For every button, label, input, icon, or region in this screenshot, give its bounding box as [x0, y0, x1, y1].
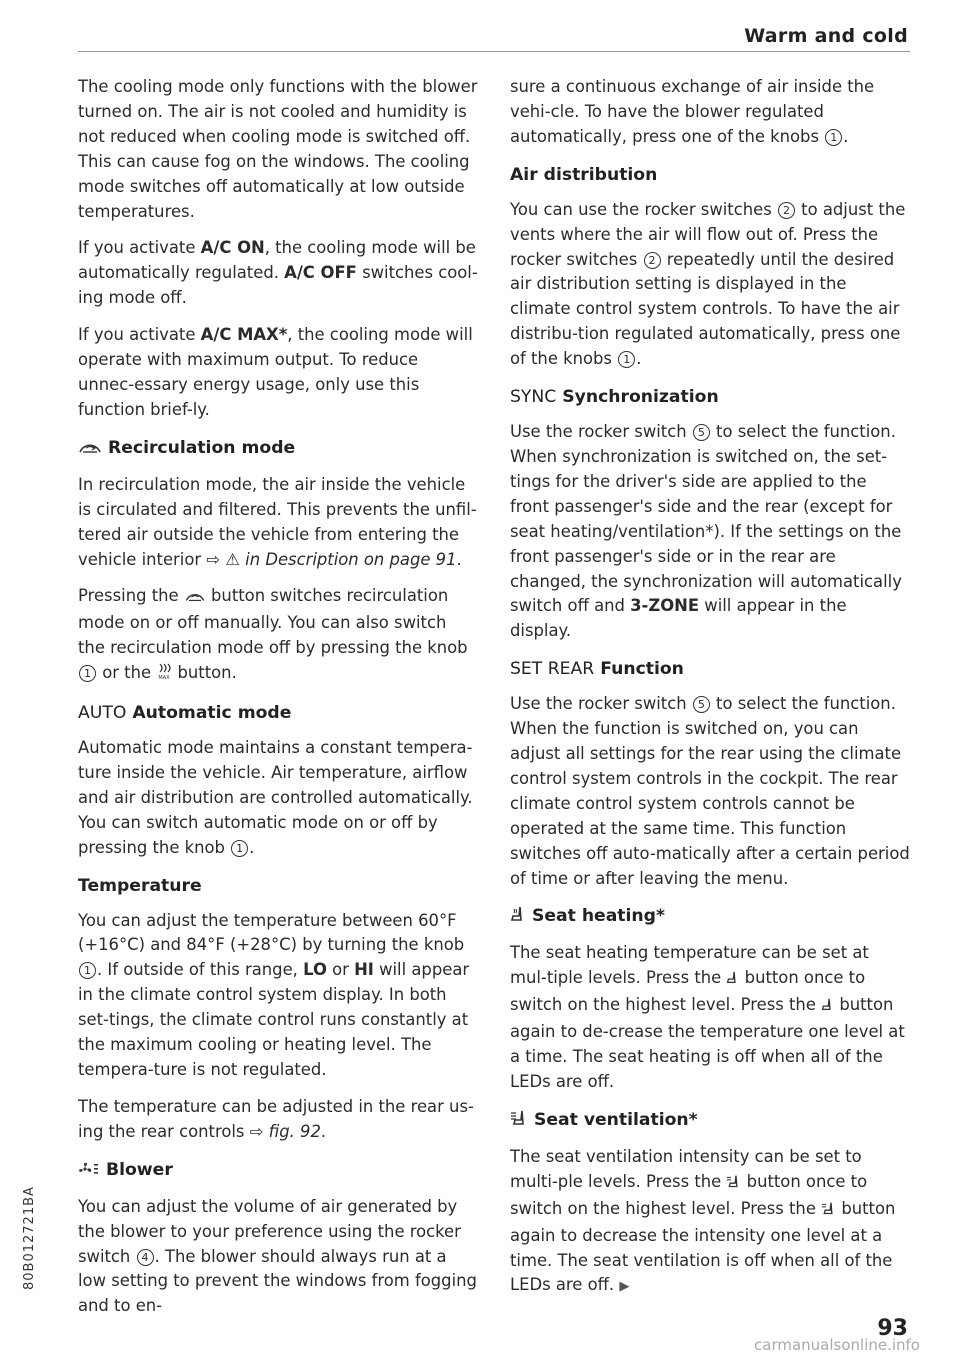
rocker-marker-5: 5 — [693, 424, 710, 441]
watermark: carmanualsonline.info — [754, 1336, 920, 1354]
recirculation-icon — [78, 438, 102, 462]
seat-ventilation-paragraph: The seat ventilation intensity can be set to multi-ple levels. Press the button once to switch on the highest level. Press the button again to decrease the intensity one level at a time. The seat ventilation is off when all of the LEDs are off. ▶ — [510, 1146, 896, 1295]
header-divider — [78, 51, 910, 52]
continued-arrow-icon: ▶ — [619, 1279, 630, 1295]
temperature-heading: Temperature — [78, 875, 202, 896]
recirculation-paragraph-1: In recirculation mode, the air inside the vehicle is circulated and filtered. This prevents the unfil-tered air outside the vehicle from entering the vehicle interior ⇨ ⚠ in Description on page 91. — [78, 474, 477, 569]
knob-marker-1: 1 — [79, 962, 96, 979]
page-header-title: Warm and cold — [744, 25, 908, 47]
knob-marker-1: 1 — [825, 129, 842, 146]
right-column — [510, 75, 910, 1312]
blower-continued-paragraph: sure a continuous exchange of air inside the vehi-cle. To have the blower regulated automatically, press one of the knobs 1 . — [510, 77, 875, 146]
blower-paragraph: You can adjust the volume of air generated by the blower to your preference using the rocker switch 4 . The blower should always run at a low setting to prevent the windows from fogging and to en- — [78, 1196, 477, 1316]
automatic-mode-heading: AUTO Automatic mode — [78, 703, 292, 724]
automatic-mode-paragraph: Automatic mode maintains a constant tempera-ture inside the vehicle. Air temperature, airflow and air distribution are controlled automatically. You can switch automatic mode on or off by pressing the knob 1 . — [78, 738, 473, 857]
left-column — [78, 75, 478, 1331]
three-zone-label: 3-ZONE — [630, 596, 700, 616]
warning-triangle-icon: ⚠ — [225, 549, 240, 569]
knob-marker-1: 1 — [231, 840, 248, 857]
set-rear-paragraph: Use the rocker switch 5 to select the function. When the function is switched on, you can adjust all settings for the rear using the climate control system controls in the cockpit. The rear climate control system controls cannot be operated at the same time. This function switches off auto-matically after a certain period of time or after leaving the menu. — [510, 694, 910, 888]
ac-on-label: A/C ON — [200, 238, 265, 258]
recirculation-paragraph-2: Pressing the button switches recirculation mode on or off manually. You can also switch the recirculation mode off by pressing the knob 1 or the MAX button. — [78, 584, 478, 688]
rocker-marker-2: 2 — [778, 202, 795, 219]
recirculation-heading: Recirculation mode — [78, 436, 478, 462]
document-code: 80B012721BA — [22, 1186, 37, 1290]
temperature-paragraph-2: The temperature can be adjusted in the rear us-ing the rear controls ⇨ fig. 92. — [78, 1096, 474, 1141]
knob-marker-1: 1 — [618, 351, 635, 368]
seat-ventilation-heading: Seat ventilation* — [510, 1108, 910, 1134]
seat-ventilation-icon — [821, 1199, 836, 1224]
seat-heating-heading: Seat heating* — [510, 904, 910, 930]
synchronization-paragraph: Use the rocker switch 5 to select the function. When synchronization is switched on, the set-tings for the driver's side are applied to the front passenger's side and the rear (except for seat heating/ventilation*). If the settings on the front passenger's side or in the rear are changed, the synchronization will automatically switch off and 3-ZONE will appear in the display. — [510, 422, 902, 641]
ac-off-label: A/C OFF — [284, 263, 357, 283]
air-distribution-paragraph: You can use the rocker switches 2 to adjust the vents where the air will flow out of. Press the rocker switches 2 repeatedly until the desired air distribution setting is displayed in the climate control system controls. To have the air distribu-tion regulated automatically, press one of the knobs 1 . — [510, 199, 906, 369]
rocker-marker-5: 5 — [693, 696, 710, 713]
ac-on-paragraph: If you activate A/C ON, the cooling mode will be automatically regulated. A/C OFF switches cool-ing mode off. — [78, 238, 478, 308]
temperature-paragraph-1: You can adjust the temperature between 60°F (+16°C) and 84°F (+28°C) by turning the knob 1 . If outside of this range, LO or HI will appear in the climate control system display. In both set-tings, the climate control runs constantly at the maximum cooling or heating level. The tempera-ture is not regulated. — [78, 910, 470, 1079]
blower-heading: Blower — [78, 1158, 478, 1184]
set-rear-heading: SET REAR Function — [510, 659, 684, 680]
ac-max-paragraph: If you activate A/C MAX*, the cooling mode will operate with maximum output. To reduce unnec-essary energy usage, only use this function brief-ly. — [78, 325, 473, 419]
page-number: 93 — [877, 1316, 908, 1341]
seat-ventilation-icon — [726, 1172, 741, 1197]
seat-heating-icon — [510, 905, 526, 930]
ac-max-label: A/C MAX* — [200, 325, 288, 345]
air-distribution-heading: Air distribution — [510, 164, 658, 185]
svg-text:MAX: MAX — [158, 675, 170, 681]
rocker-marker-2: 2 — [644, 252, 661, 269]
recirculation-icon — [184, 586, 206, 611]
seat-ventilation-icon — [510, 1109, 528, 1134]
fan-icon — [78, 1160, 100, 1184]
seat-heating-icon — [821, 995, 834, 1020]
seat-heating-paragraph: The seat heating temperature can be set at mul-tiple levels. Press the button once to switch on the highest level. Press the button again to de-crease the temperature one level at a time. The seat heating is off when all of the LEDs are off. — [510, 943, 905, 1091]
cooling-paragraph: The cooling mode only functions with the blower turned on. The air is not cooled and humidity is not reduced when cooling mode is switched off. This can cause fog on the windows. The cooling mode switches off automatically at low outside temperatures. — [78, 77, 478, 221]
max-ac-icon — [156, 662, 172, 688]
rocker-marker-4: 4 — [137, 1249, 154, 1266]
knob-marker-1: 1 — [79, 665, 96, 682]
synchronization-heading: SYNC Synchronization — [510, 387, 719, 408]
seat-heating-icon — [726, 968, 739, 993]
